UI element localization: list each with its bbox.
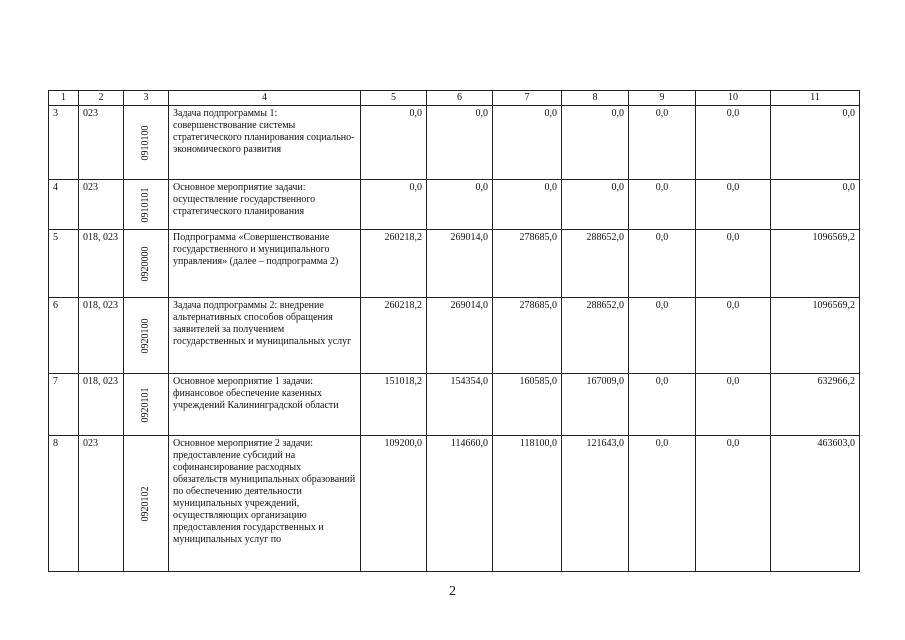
column-header: 1 [49, 91, 79, 106]
column-header: 11 [771, 91, 860, 106]
value-col-5: 0,0 [361, 180, 427, 230]
value-col-11: 0,0 [771, 106, 860, 180]
value-col-7: 160585,0 [493, 374, 562, 436]
column-header: 10 [696, 91, 771, 106]
row-number: 6 [49, 298, 79, 374]
column-header: 8 [562, 91, 629, 106]
target-article-code [124, 230, 169, 298]
value-col-5: 109200,0 [361, 436, 427, 572]
table-row [49, 230, 860, 298]
admin-code: 023 [79, 180, 124, 230]
row-number: 5 [49, 230, 79, 298]
row-description: Основное мероприятие 2 задачи: предоставление субсидий на софинансирование расходных обязательств муниципальных образований по обеспечению деятельности муниципальных учреждений, осуществляющих организацию предоставления государственных и муниципальных услуг по [169, 436, 361, 572]
column-header: 9 [629, 91, 696, 106]
target-article-code [124, 436, 169, 572]
admin-code: 023 [79, 436, 124, 572]
value-col-5: 151018,2 [361, 374, 427, 436]
value-col-8: 288652,0 [562, 230, 629, 298]
value-col-11: 1096569,2 [771, 230, 860, 298]
value-col-6: 269014,0 [427, 298, 493, 374]
row-description: Основное мероприятие задачи: осуществление государственного стратегического планирования [169, 180, 361, 230]
table-row [49, 298, 860, 374]
value-col-5: 260218,2 [361, 298, 427, 374]
column-header: 2 [79, 91, 124, 106]
value-col-6: 0,0 [427, 180, 493, 230]
row-number: 3 [49, 106, 79, 180]
row-description: Основное мероприятие 1 задачи: финансовое обеспечение казенных учреждений Калининградской области [169, 374, 361, 436]
value-col-7: 0,0 [493, 180, 562, 230]
value-col-7: 278685,0 [493, 230, 562, 298]
value-col-11: 463603,0 [771, 436, 860, 572]
value-col-8: 167009,0 [562, 374, 629, 436]
rotated-code-text: 0920102 [140, 486, 151, 521]
column-header: 3 [124, 91, 169, 106]
rotated-code-text: 0910100 [140, 125, 151, 160]
row-description: Задача подпрограммы 1: совершенствование системы стратегического планирования социально-экономического развития [169, 106, 361, 180]
value-col-8: 121643,0 [562, 436, 629, 572]
value-col-10: 0,0 [696, 298, 771, 374]
value-col-9: 0,0 [629, 436, 696, 572]
row-number: 7 [49, 374, 79, 436]
page-number: 2 [449, 584, 456, 599]
rotated-code-text: 0910101 [140, 187, 151, 222]
value-col-11: 1096569,2 [771, 298, 860, 374]
value-col-9: 0,0 [629, 106, 696, 180]
value-col-5: 0,0 [361, 106, 427, 180]
target-article-code [124, 180, 169, 230]
value-col-7: 118100,0 [493, 436, 562, 572]
table-row [49, 180, 860, 230]
rotated-code-text: 0920100 [140, 318, 151, 353]
admin-code: 018, 023 [79, 298, 124, 374]
value-col-6: 269014,0 [427, 230, 493, 298]
value-col-11: 632966,2 [771, 374, 860, 436]
table-row [49, 106, 860, 180]
value-col-7: 0,0 [493, 106, 562, 180]
column-header: 6 [427, 91, 493, 106]
value-col-9: 0,0 [629, 230, 696, 298]
admin-code: 018, 023 [79, 374, 124, 436]
value-col-8: 0,0 [562, 180, 629, 230]
value-col-8: 0,0 [562, 106, 629, 180]
value-col-9: 0,0 [629, 374, 696, 436]
value-col-10: 0,0 [696, 230, 771, 298]
value-col-9: 0,0 [629, 298, 696, 374]
value-col-6: 114660,0 [427, 436, 493, 572]
value-col-10: 0,0 [696, 436, 771, 572]
table-body [49, 106, 860, 572]
row-description: Подпрограмма «Совершенствование государственного и муниципального управления» (далее – подпрограмма 2) [169, 230, 361, 298]
row-number: 4 [49, 180, 79, 230]
target-article-code [124, 106, 169, 180]
table-header [49, 91, 860, 106]
value-col-11: 0,0 [771, 180, 860, 230]
table-row [49, 436, 860, 572]
rotated-code-text: 0920101 [140, 387, 151, 422]
value-col-6: 0,0 [427, 106, 493, 180]
value-col-8: 288652,0 [562, 298, 629, 374]
column-header: 5 [361, 91, 427, 106]
value-col-6: 154354,0 [427, 374, 493, 436]
value-col-10: 0,0 [696, 180, 771, 230]
column-header: 4 [169, 91, 361, 106]
value-col-5: 260218,2 [361, 230, 427, 298]
table-row [49, 374, 860, 436]
header-row [49, 91, 860, 106]
row-description: Задача подпрограммы 2: внедрение альтернативных способов обращения заявителей за получением государственных и муниципальных услуг [169, 298, 361, 374]
budget-table [48, 90, 860, 572]
value-col-10: 0,0 [696, 106, 771, 180]
target-article-code [124, 298, 169, 374]
admin-code: 018, 023 [79, 230, 124, 298]
row-number: 8 [49, 436, 79, 572]
target-article-code [124, 374, 169, 436]
value-col-9: 0,0 [629, 180, 696, 230]
column-header: 7 [493, 91, 562, 106]
value-col-10: 0,0 [696, 374, 771, 436]
rotated-code-text: 0920000 [140, 246, 151, 281]
admin-code: 023 [79, 106, 124, 180]
value-col-7: 278685,0 [493, 298, 562, 374]
